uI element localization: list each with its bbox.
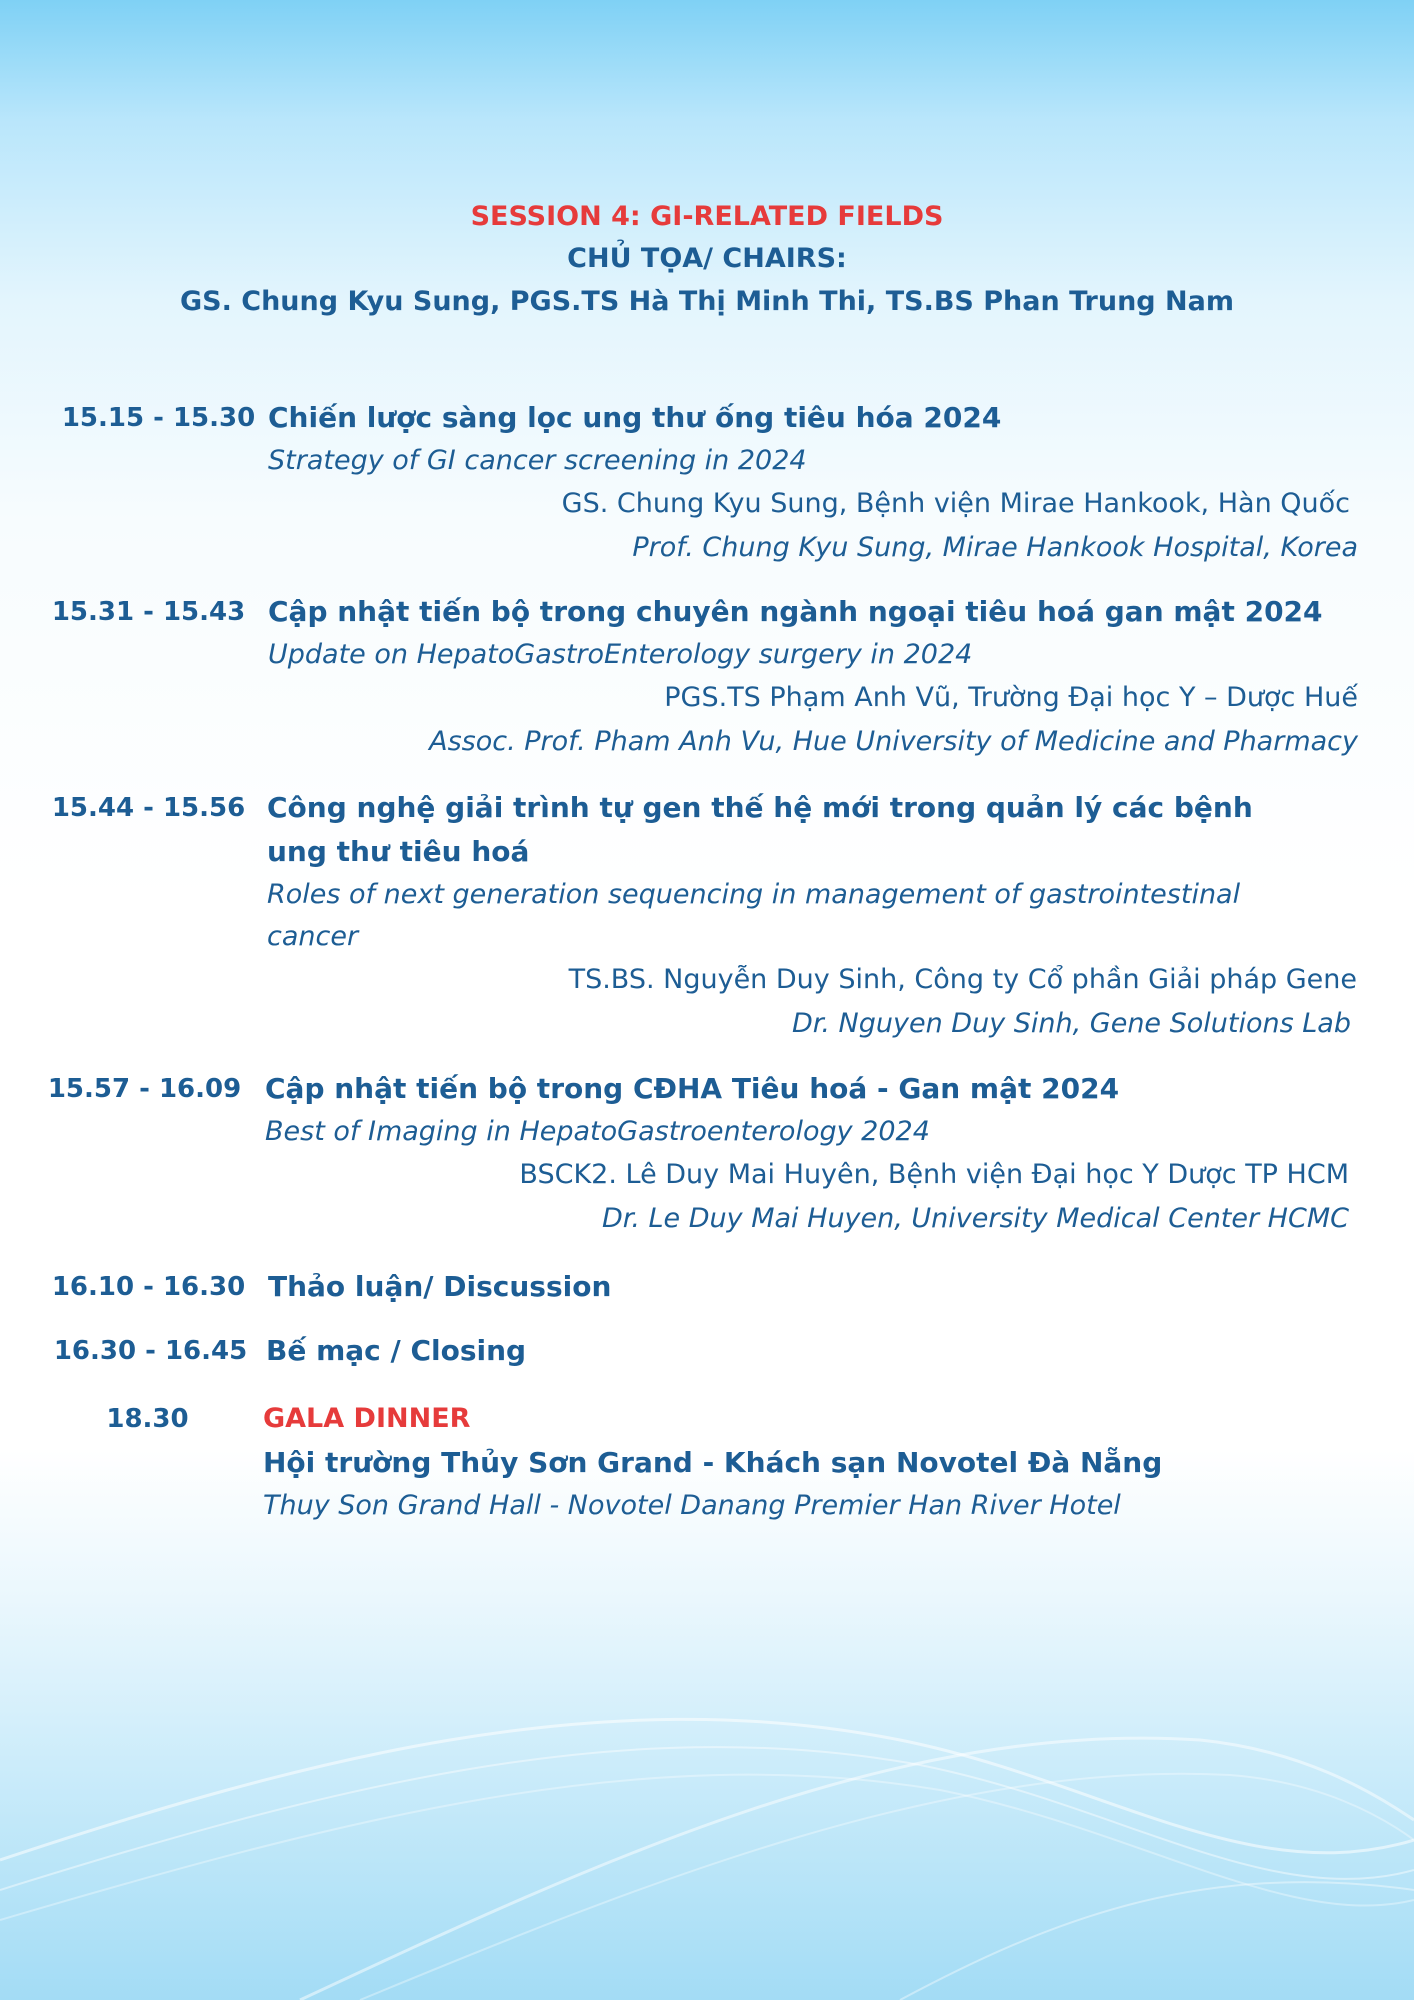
session-header [0,196,1414,324]
agenda-title-vi: Bế mạc / Closing [266,1334,527,1367]
agenda-title-en: Best of Imaging in HepatoGastroenterology 2024 [265,1116,930,1147]
agenda-title-vi: Thảo luận/ Discussion [268,1270,612,1303]
speaker-vi: GS. Chung Kyu Sung, Bệnh viện Mirae Hankook, Hàn Quốc [561,488,1350,519]
gala-venue-vi: Hội trường Thủy Sơn Grand - Khách sạn Novotel Đà Nẵng [263,1446,1163,1479]
agenda-time: 16.30 - 16.45 [53,1336,248,1366]
agenda-time: 15.31 - 15.43 [51,597,246,627]
agenda-time: 16.10 - 16.30 [51,1272,246,1302]
speaker-vi: BSCK2. Lê Duy Mai Huyên, Bệnh viện Đại học Y Dược TP HCM [519,1159,1349,1190]
gala-venue-en: Thuy Son Grand Hall - Novotel Danang Premier Han River Hotel [263,1490,1121,1521]
agenda-time: 15.57 - 16.09 [47,1074,242,1104]
agenda-title-vi: Cập nhật tiến bộ trong CĐHA Tiêu hoá - Gan mật 2024 [265,1072,1120,1105]
agenda-title-en: Strategy of GI cancer screening in 2024 [268,445,807,476]
speaker-en: Dr. Nguyen Duy Sinh, Gene Solutions Lab [791,1008,1351,1039]
gala-time: 18.30 [106,1404,189,1434]
agenda-content [268,590,1358,764]
gala-content [263,1397,1353,1527]
agenda-content [268,1265,1358,1309]
agenda-title-vi: Công nghệ giải trình tự gen thế hệ mới trong quản lý các bệnh ung thư tiêu hoá [267,791,1253,868]
agenda-content [268,396,1358,570]
decorative-waves [0,1560,1414,2000]
speaker-vi: TS.BS. Nguyễn Duy Sinh, Công ty Cổ phần Giải pháp Gene [568,964,1357,995]
speaker-vi: PGS.TS Phạm Anh Vũ, Trường Đại học Y – Dược Huế [664,682,1358,713]
agenda-content [265,1067,1355,1241]
agenda-title-en: Update on HepatoGastroEnterology surgery in 2024 [268,639,973,670]
agenda-time: 15.15 - 15.30 [61,403,256,433]
speaker-en: Dr. Le Duy Mai Huyen, University Medical Center HCMC [601,1203,1349,1234]
session-title: SESSION 4: GI-RELATED FIELDS [470,201,944,232]
gala-title: GALA DINNER [263,1403,471,1434]
speaker-en: Assoc. Prof. Pham Anh Vu, Hue University of Medicine and Pharmacy [429,726,1358,757]
agenda-content [266,1329,1356,1373]
agenda-time: 15.44 - 15.56 [51,793,246,823]
agenda-title-vi: Cập nhật tiến bộ trong chuyên ngành ngoại tiêu hoá gan mật 2024 [268,595,1323,628]
agenda-title-en: Roles of next generation sequencing in management of gastrointestinal cancer [267,879,1241,952]
speaker-en: Prof. Chung Kyu Sung, Mirae Hankook Hospital, Korea [632,532,1358,563]
chairs-label: CHỦ TỌA/ CHAIRS: [567,243,847,274]
agenda-title-vi: Chiến lược sàng lọc ung thư ống tiêu hóa 2024 [268,401,1002,434]
agenda-content [267,786,1357,1046]
chairs-names: GS. Chung Kyu Sung, PGS.TS Hà Thị Minh Thi, TS.BS Phan Trung Nam [180,286,1234,317]
